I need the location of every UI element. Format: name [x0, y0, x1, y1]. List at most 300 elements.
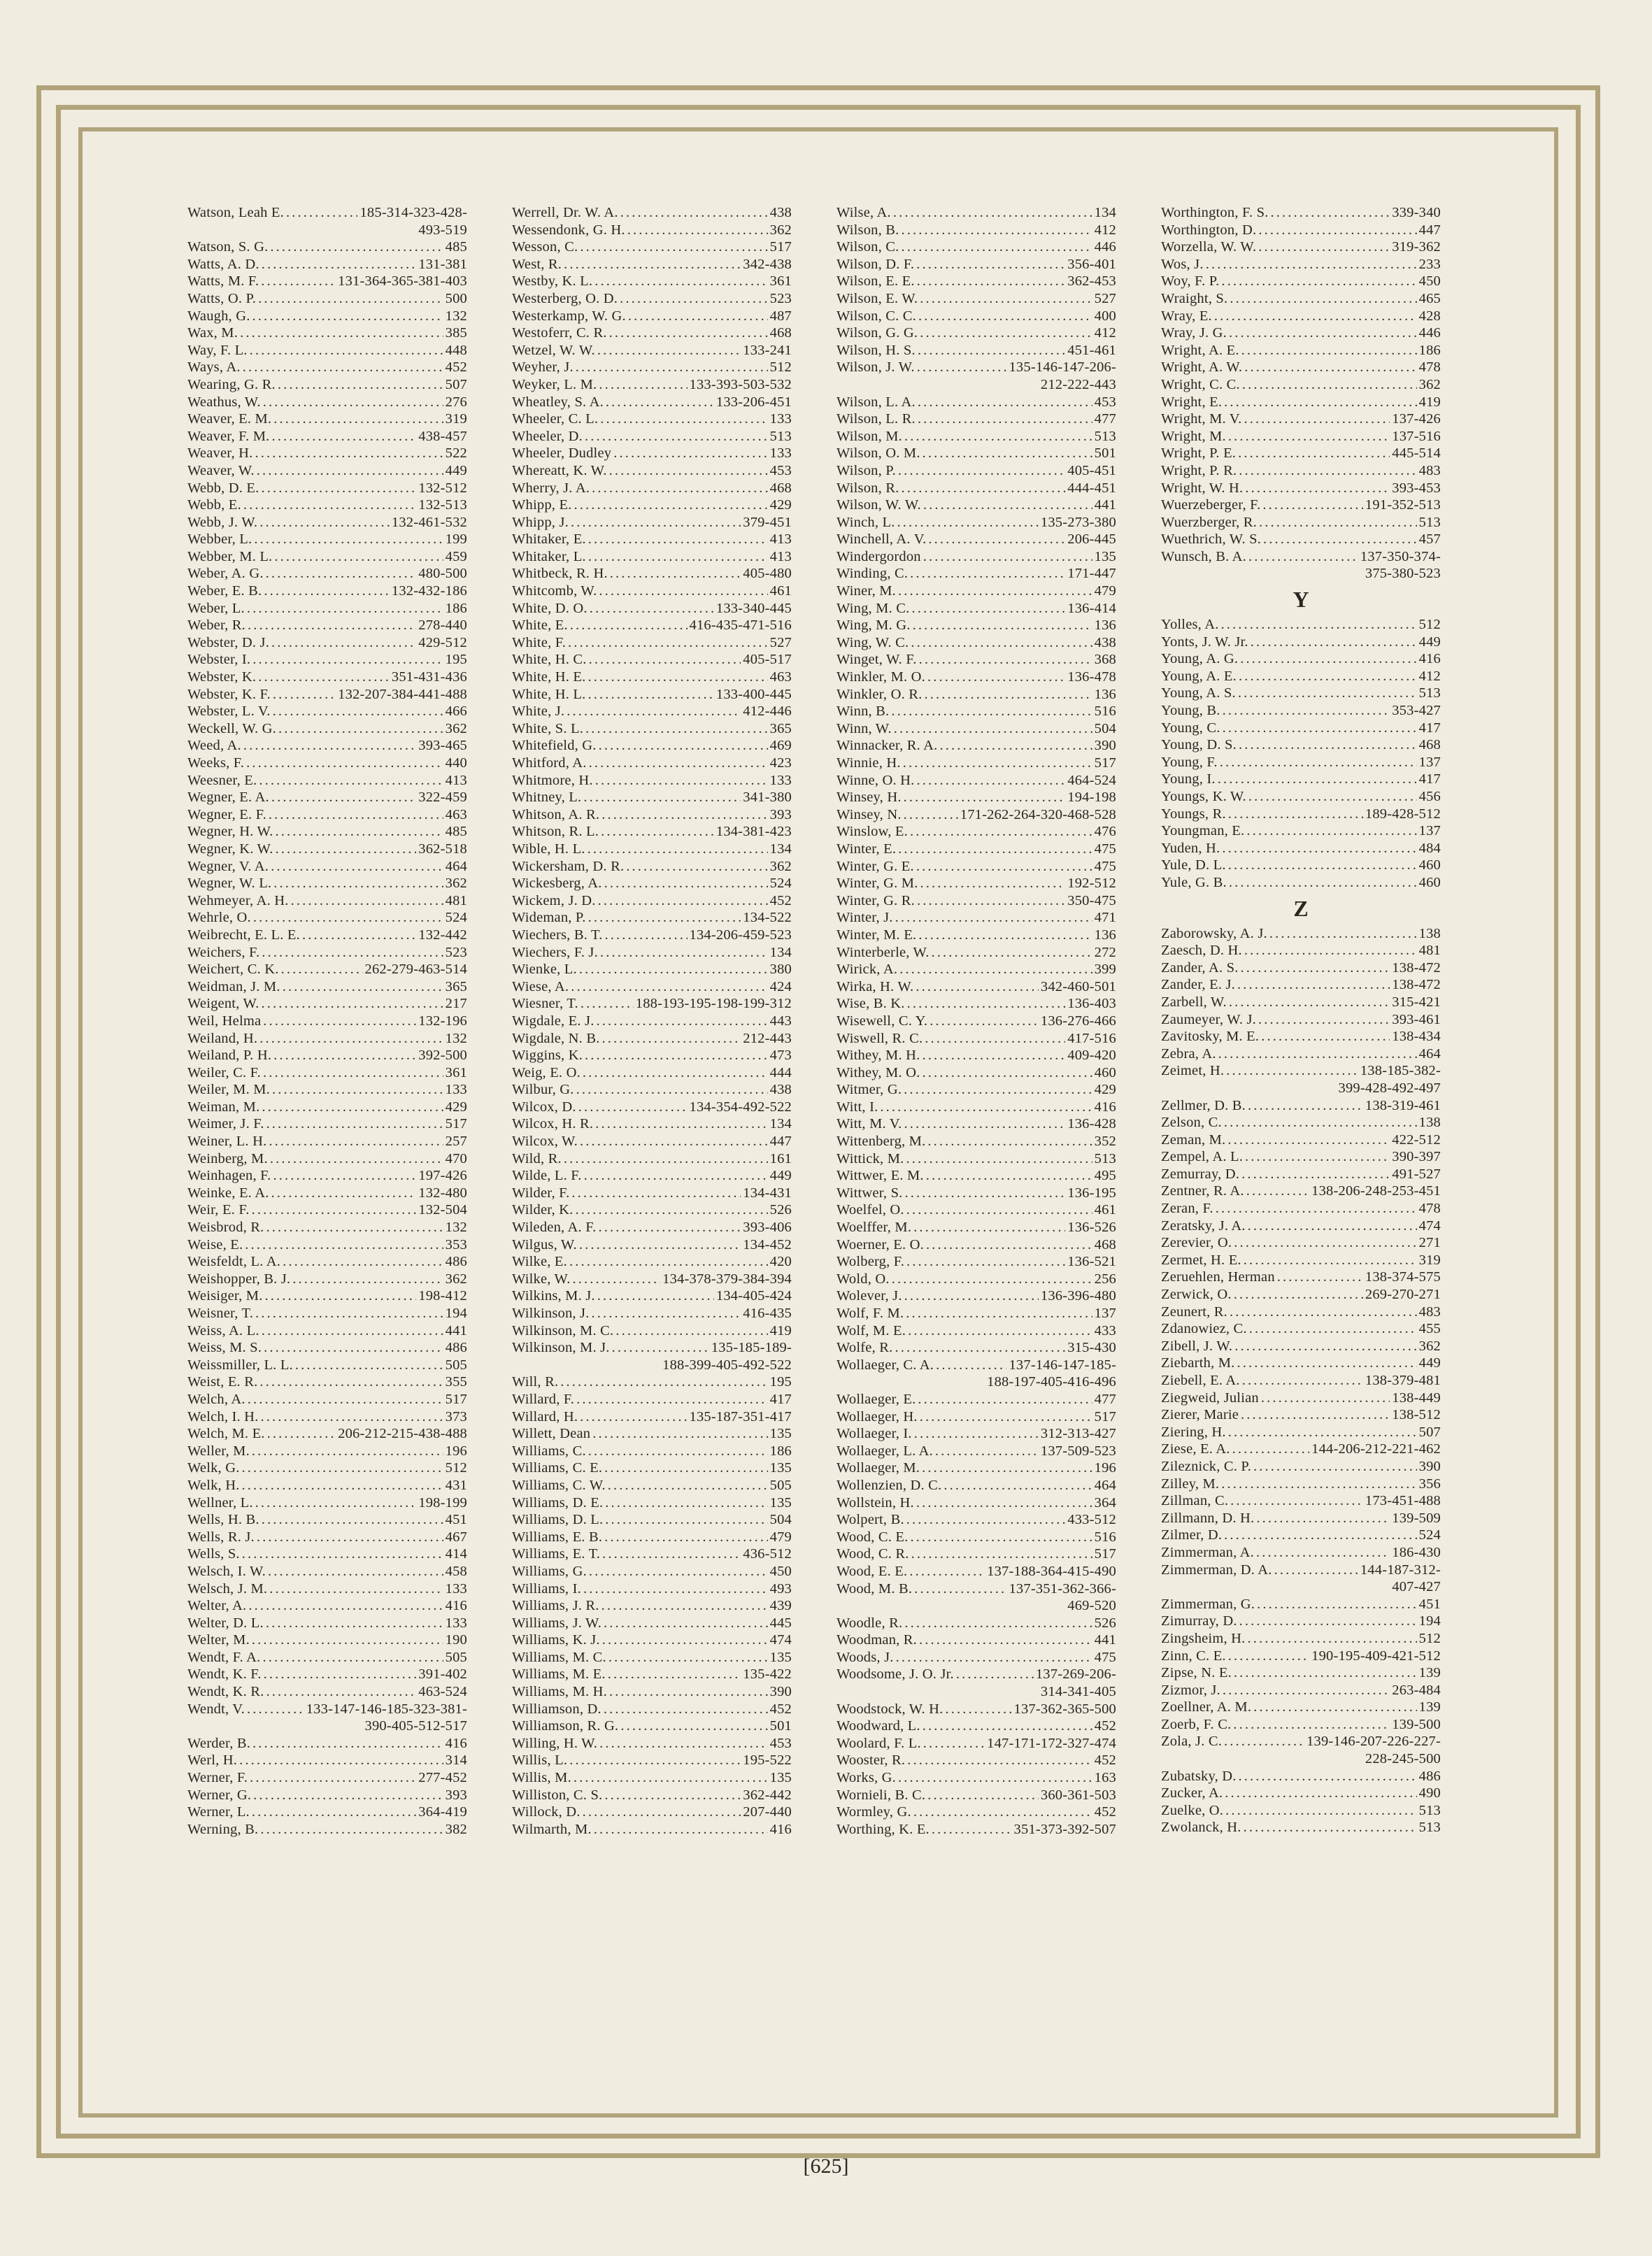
- index-entry: [836, 324, 1116, 342]
- entry-pages: 483: [1418, 462, 1441, 478]
- index-entry: [512, 445, 792, 462]
- entry-name: Zaumeyer, W. J.: [1161, 1011, 1256, 1027]
- index-entry: [187, 342, 467, 359]
- dot-leader: [576, 1081, 768, 1099]
- entry-name: Weaver, E. M.: [187, 411, 272, 427]
- dot-leader: [592, 1425, 767, 1443]
- dot-leader: [1253, 1699, 1416, 1716]
- entry-pages: 393-461: [1392, 1011, 1441, 1027]
- entry-pages: 416-435: [743, 1306, 792, 1321]
- dot-leader: [1246, 1183, 1309, 1200]
- index-entry: [836, 1081, 1116, 1099]
- dot-leader: [248, 1391, 443, 1408]
- index-column-3: [836, 204, 1116, 1838]
- entry-pages: 380: [769, 962, 792, 978]
- dot-leader: [243, 359, 443, 376]
- entry-name: Werner, L.: [187, 1804, 250, 1820]
- entry-name: Willard, H.: [512, 1408, 578, 1425]
- entry-pages: 133: [445, 1615, 467, 1631]
- entry-pages: 413: [769, 531, 792, 548]
- index-entry: [1161, 1286, 1441, 1304]
- entry-pages: 206-445: [1067, 531, 1116, 548]
- dot-leader: [1221, 273, 1416, 290]
- dot-leader: [599, 737, 768, 755]
- index-entry: [1161, 1183, 1441, 1200]
- entry-pages: 505: [769, 1477, 792, 1493]
- entry-pages: 446: [1418, 325, 1441, 341]
- dot-leader: [898, 462, 1065, 480]
- entry-name: Weathus, W.: [187, 394, 261, 410]
- entry-pages: 195: [445, 652, 467, 668]
- entry-name: Wollenzien, D. C.: [836, 1477, 942, 1493]
- dot-leader: [1218, 771, 1417, 788]
- entry-name: Woy, F. P.: [1161, 273, 1220, 290]
- dot-leader: [1256, 1544, 1390, 1562]
- index-entry: [512, 669, 792, 686]
- dot-leader: [283, 978, 443, 996]
- dot-leader: [906, 1150, 1092, 1168]
- entry-pages: 134-405-424: [715, 1288, 792, 1304]
- entry-pages: 171-262-264-320-468-528: [960, 806, 1116, 822]
- entry-pages: 413: [769, 548, 792, 564]
- entry-name: Zipse, N. E.: [1161, 1665, 1232, 1681]
- entry-pages: 133-241: [743, 342, 792, 358]
- entry-pages: 461: [1094, 1202, 1116, 1218]
- dot-leader: [245, 1236, 443, 1254]
- entry-name: Whitefield, G.: [512, 738, 597, 754]
- index-entry: [187, 1649, 467, 1666]
- index-entry: [836, 703, 1116, 720]
- dot-leader: [258, 669, 390, 686]
- entry-name: Weaver, F. M.: [187, 428, 270, 444]
- entry-pages: 134-378-379-384-394: [662, 1271, 792, 1287]
- entry-name: Zelson, C.: [1161, 1115, 1222, 1131]
- dot-leader: [262, 256, 417, 273]
- dot-leader: [567, 703, 741, 720]
- entry-name: Williams, C.: [512, 1443, 586, 1459]
- dot-leader: [576, 359, 768, 376]
- index-entry: [1161, 1510, 1441, 1527]
- entry-name: Weesner, E.: [187, 772, 257, 788]
- dot-leader: [592, 1305, 741, 1322]
- entry-name: Wuerzberger, R.: [1161, 514, 1258, 530]
- entry-name: Winch, L.: [836, 514, 895, 530]
- dot-leader: [263, 1064, 443, 1082]
- index-entry: [512, 1201, 792, 1219]
- entry-pages: 133: [445, 1082, 467, 1098]
- dot-leader: [255, 445, 443, 462]
- entry-pages: 135: [769, 1649, 792, 1665]
- dot-leader: [295, 1357, 443, 1374]
- entry-pages: 513: [1418, 1802, 1441, 1818]
- entry-name: Wollaeger, H.: [836, 1408, 918, 1425]
- entry-pages: 475: [1094, 841, 1116, 857]
- index-entry: [1161, 788, 1441, 806]
- entry-name: Wright, P. R.: [1161, 462, 1237, 478]
- index-entry: [1161, 720, 1441, 737]
- index-entry: [187, 410, 467, 428]
- index-entry: [512, 410, 792, 428]
- index-entry: [1161, 1148, 1441, 1166]
- entry-pages: 416: [769, 1821, 792, 1837]
- entry-pages: 470: [445, 1150, 467, 1166]
- entry-pages: 393-453: [1392, 480, 1441, 496]
- entry-pages: 512: [769, 359, 792, 376]
- dot-leader: [273, 686, 336, 704]
- index-entry: [1161, 1476, 1441, 1493]
- index-entry: [1161, 771, 1441, 788]
- index-entry: [512, 651, 792, 669]
- entry-pages: 133: [769, 772, 792, 788]
- entry-name: Will, R.: [512, 1374, 559, 1390]
- entry-pages: 448: [445, 342, 467, 358]
- index-entry: [187, 1201, 467, 1219]
- index-entry: [1161, 1802, 1441, 1820]
- entry-pages: 134: [769, 944, 792, 960]
- index-entry: [836, 600, 1116, 617]
- dot-leader: [1261, 1028, 1390, 1045]
- index-entry: [1161, 1562, 1441, 1596]
- entry-name: Weisbrod, R.: [187, 1220, 264, 1236]
- index-entry: [512, 1391, 792, 1408]
- entry-name: Zimmerman, A.: [1161, 1544, 1254, 1560]
- entry-name: White, S. L.: [512, 720, 584, 736]
- entry-name: Wolpert, B.: [836, 1512, 904, 1528]
- index-entry: [512, 1047, 792, 1064]
- dot-leader: [250, 1769, 416, 1787]
- index-entry: [187, 1597, 467, 1615]
- dot-leader: [601, 1597, 768, 1615]
- entry-pages: 138-319-461: [1365, 1097, 1441, 1113]
- entry-pages: 137-350-374-: [1360, 548, 1441, 564]
- entry-name: Williams, K. J.: [512, 1632, 600, 1648]
- index-entry: [187, 1821, 467, 1839]
- index-entry: [187, 462, 467, 480]
- entry-name: Whitson, R. L.: [512, 824, 599, 840]
- index-entry: [836, 1150, 1116, 1168]
- index-entry: [1161, 1097, 1441, 1115]
- index-entry: [836, 1821, 1116, 1839]
- dot-leader: [609, 324, 768, 342]
- index-entry: [512, 1701, 792, 1718]
- index-entry: [187, 1735, 467, 1752]
- index-entry: [512, 1253, 792, 1271]
- dot-leader: [922, 1064, 1092, 1082]
- dot-leader: [1241, 1406, 1390, 1424]
- dot-leader: [1244, 359, 1416, 376]
- dot-leader: [1251, 634, 1417, 651]
- dot-leader: [604, 1615, 768, 1632]
- dot-leader: [626, 858, 767, 876]
- dot-leader: [1228, 1648, 1309, 1665]
- dot-leader: [273, 703, 443, 720]
- entry-pages: 516: [1094, 704, 1116, 720]
- dot-leader: [1239, 1613, 1417, 1630]
- entry-name: Wegner, E. F.: [187, 806, 266, 822]
- entry-pages: 452: [769, 892, 792, 908]
- index-entry: [1161, 976, 1441, 994]
- dot-leader: [589, 1563, 768, 1580]
- dot-leader: [911, 1545, 1092, 1563]
- dot-leader: [944, 1477, 1092, 1494]
- dot-leader: [1258, 1011, 1390, 1029]
- entry-pages: 195: [769, 1374, 792, 1390]
- entry-name: Ziebell, E. A.: [1161, 1373, 1240, 1388]
- entry-name: Zerwick, O.: [1161, 1287, 1232, 1303]
- entry-pages: 361: [445, 1064, 467, 1080]
- dot-leader: [908, 1322, 1092, 1340]
- entry-name: Weiss, A. L.: [187, 1322, 259, 1338]
- entry-name: Wiswell, R. C.: [836, 1030, 923, 1046]
- entry-pages: 475: [1094, 1649, 1116, 1665]
- dot-leader: [892, 1271, 1092, 1288]
- entry-pages: 433: [1094, 1322, 1116, 1338]
- entry-pages: 487: [769, 308, 792, 324]
- index-entry: [187, 755, 467, 772]
- dot-leader: [916, 1494, 1092, 1512]
- dot-leader: [573, 1271, 661, 1288]
- index-entry: [836, 1701, 1116, 1718]
- entry-name: Wild, R.: [512, 1150, 562, 1166]
- entry-name: Zibell, J. W.: [1161, 1338, 1233, 1354]
- index-entry: [512, 359, 792, 376]
- entry-name: Wilson, E. W.: [836, 290, 918, 306]
- entry-name: Wilson, H. S.: [836, 342, 916, 358]
- entry-pages: 524: [769, 876, 792, 892]
- entry-name: Zubatsky, D.: [1161, 1768, 1237, 1784]
- dot-leader: [291, 892, 443, 910]
- index-entry: [1161, 1406, 1441, 1424]
- entry-name: Wellner, L.: [187, 1494, 253, 1511]
- entry-pages: 473: [769, 1048, 792, 1064]
- dot-leader: [1228, 1424, 1417, 1441]
- entry-name: Werl, H.: [187, 1752, 238, 1769]
- dot-leader: [924, 686, 1092, 704]
- entry-name: Winchell, A. V.: [836, 531, 927, 548]
- entry-pages: 463-524: [418, 1684, 467, 1700]
- entry-pages: 137-146-147-185-: [1009, 1357, 1116, 1373]
- entry-name: Winkler, O. R.: [836, 686, 923, 702]
- index-entry: [187, 1511, 467, 1529]
- index-entry: [1161, 1028, 1441, 1045]
- entry-name: Webb, D. E.: [187, 480, 259, 496]
- entry-pages: 135-146-147-206-: [1009, 359, 1116, 376]
- index-entry: [836, 995, 1116, 1013]
- dot-leader: [1232, 1441, 1310, 1458]
- entry-name: Winkler, M. O.: [836, 669, 925, 685]
- index-entry: [512, 1597, 792, 1615]
- entry-pages: 341-380: [743, 790, 792, 806]
- entry-pages: 133: [445, 1580, 467, 1597]
- index-entry: [187, 531, 467, 548]
- entry-name: Wright, A. E.: [1161, 342, 1239, 358]
- entry-name: Works, G.: [836, 1770, 896, 1786]
- entry-pages: 362: [445, 876, 467, 892]
- entry-name: Williams, I.: [512, 1580, 581, 1597]
- index-entry: [187, 720, 467, 738]
- entry-name: Wilkinson, M. C.: [512, 1322, 614, 1338]
- entry-pages: 417: [1418, 720, 1441, 736]
- dot-leader: [264, 583, 390, 600]
- entry-pages: 194: [1418, 1613, 1441, 1629]
- entry-pages: 513: [769, 428, 792, 444]
- dot-leader: [271, 634, 416, 652]
- index-entry: [187, 308, 467, 325]
- entry-pages: 350-475: [1067, 892, 1116, 908]
- entry-pages: 478: [1418, 1201, 1441, 1217]
- index-entry: [836, 273, 1116, 290]
- entry-name: Wilson, O. M.: [836, 445, 920, 462]
- entry-name: Zillman, C.: [1161, 1493, 1229, 1509]
- entry-name: Whipp, J.: [512, 514, 569, 530]
- index-entry: [187, 772, 467, 790]
- letter-heading: Z: [1293, 895, 1309, 921]
- entry-pages-continued: 390-405-512-517: [364, 1718, 467, 1734]
- dot-leader: [283, 1253, 443, 1271]
- index-entry: [187, 324, 467, 342]
- dot-leader: [918, 410, 1092, 428]
- entry-name: Wax, M.: [187, 325, 238, 341]
- entry-pages: 460: [1418, 857, 1441, 873]
- dot-leader: [922, 1459, 1092, 1477]
- entry-name: Wray, E.: [1161, 308, 1212, 324]
- entry-name: Wilson, C.: [836, 239, 899, 255]
- index-entry: [836, 1718, 1116, 1735]
- entry-name: Williams, J. W.: [512, 1615, 602, 1631]
- index-entry: [836, 204, 1116, 222]
- entry-pages: 441: [1094, 497, 1116, 513]
- index-entry: [512, 324, 792, 342]
- entry-pages: 135-185-189-: [711, 1340, 792, 1356]
- dot-leader: [918, 342, 1065, 359]
- dot-leader: [248, 617, 416, 634]
- entry-pages: 423: [769, 755, 792, 771]
- index-entry: [836, 1201, 1116, 1219]
- entry-pages: 136-428: [1067, 1116, 1116, 1132]
- entry-pages: 441: [1094, 1632, 1116, 1648]
- index-entry: [512, 978, 792, 996]
- entry-name: Weibrecht, E. L. E.: [187, 927, 300, 943]
- dot-leader: [1238, 445, 1390, 462]
- index-entry: [187, 1339, 467, 1357]
- dot-leader: [880, 1099, 1092, 1116]
- entry-pages: 133-340-445: [715, 600, 792, 616]
- entry-name: Wollaeger, C. A.: [836, 1357, 934, 1373]
- index-entry: [836, 531, 1116, 548]
- index-entry: [512, 273, 792, 290]
- entry-name: Zentner, R. A.: [1161, 1183, 1244, 1199]
- dot-leader: [913, 617, 1092, 634]
- index-entry: [187, 1632, 467, 1649]
- dot-leader: [262, 1099, 443, 1116]
- entry-pages: 134-452: [743, 1236, 792, 1252]
- entry-name: Weigent, W.: [187, 996, 259, 1012]
- dot-leader: [1226, 1062, 1358, 1080]
- index-entry: [836, 583, 1116, 600]
- entry-name: Yolles, A.: [1161, 617, 1219, 633]
- entry-pages: 137-426: [1392, 411, 1441, 427]
- index-entry: [512, 204, 792, 222]
- dot-leader: [1234, 1286, 1363, 1304]
- index-entry: [512, 565, 792, 583]
- index-entry: [512, 1735, 792, 1752]
- entry-pages: 362: [445, 1271, 467, 1287]
- dot-leader: [259, 1030, 443, 1048]
- entry-pages: 469: [769, 738, 792, 754]
- index-entry: [187, 909, 467, 927]
- entry-name: Youngs, K. W.: [1161, 789, 1246, 804]
- index-entry: [187, 1150, 467, 1168]
- entry-pages: 351-431-436: [391, 669, 467, 685]
- entry-pages: 441: [445, 1322, 467, 1338]
- dot-leader: [253, 909, 443, 927]
- dot-leader: [570, 617, 688, 634]
- entry-name: Zeratsky, J. A.: [1161, 1218, 1246, 1234]
- entry-name: Werning, B.: [187, 1821, 259, 1837]
- entry-name: Young, F.: [1161, 754, 1218, 770]
- index-entry: [1161, 1733, 1441, 1767]
- dot-leader: [1245, 480, 1390, 497]
- entry-pages: 132-480: [418, 1185, 467, 1201]
- dot-leader: [574, 1769, 768, 1787]
- entry-pages: 479: [769, 1529, 792, 1545]
- entry-pages: 339-340: [1392, 205, 1441, 220]
- index-entry: [187, 1391, 467, 1408]
- index-entry: [836, 1511, 1116, 1529]
- dot-leader: [609, 1683, 768, 1701]
- entry-pages: 517: [769, 239, 792, 255]
- dot-leader: [1242, 376, 1417, 394]
- dot-leader: [1239, 462, 1416, 480]
- index-entry: [187, 1459, 467, 1477]
- entry-pages: 365: [445, 978, 467, 994]
- entry-name: Willing, H. W.: [512, 1735, 598, 1751]
- entry-name: Welk, G.: [187, 1460, 240, 1476]
- entry-pages: 505: [445, 1357, 467, 1373]
- entry-name: Woodman, R.: [836, 1632, 918, 1648]
- entry-pages: 390: [1094, 738, 1116, 754]
- dot-leader: [904, 1615, 1092, 1632]
- index-entry: [512, 497, 792, 514]
- entry-name: Wigdale, N. B.: [512, 1030, 600, 1046]
- index-entry: [187, 841, 467, 858]
- index-entry: [1161, 1785, 1441, 1802]
- entry-name: Worthington, F. S.: [1161, 205, 1269, 220]
- dot-leader: [911, 600, 1065, 617]
- entry-pages: 500: [445, 290, 467, 306]
- entry-name: Wilbur, G.: [512, 1082, 574, 1098]
- dot-leader: [932, 1821, 1012, 1839]
- index-entry: [187, 1081, 467, 1099]
- entry-name: Whitney, L.: [512, 790, 582, 806]
- entry-pages: 133-393-503-532: [689, 376, 792, 392]
- entry-name: Watts, M. F.: [187, 273, 259, 290]
- entry-name: Westoferr, C. R.: [512, 325, 607, 341]
- entry-pages: 134-206-459-523: [689, 927, 792, 943]
- index-entry: [512, 944, 792, 962]
- entry-pages: 429: [445, 1099, 467, 1115]
- entry-pages: 428: [1418, 308, 1441, 324]
- dot-leader: [1269, 925, 1417, 943]
- entry-name: Wolf, F. M.: [836, 1306, 904, 1321]
- dot-leader: [569, 1253, 768, 1271]
- entry-pages: 481: [1418, 943, 1441, 959]
- entry-pages: 139: [1418, 1699, 1441, 1715]
- dot-leader: [257, 1529, 443, 1546]
- entry-name: Wendt, K. F.: [187, 1666, 262, 1683]
- entry-pages: 438-457: [418, 428, 467, 444]
- dot-leader: [903, 755, 1092, 772]
